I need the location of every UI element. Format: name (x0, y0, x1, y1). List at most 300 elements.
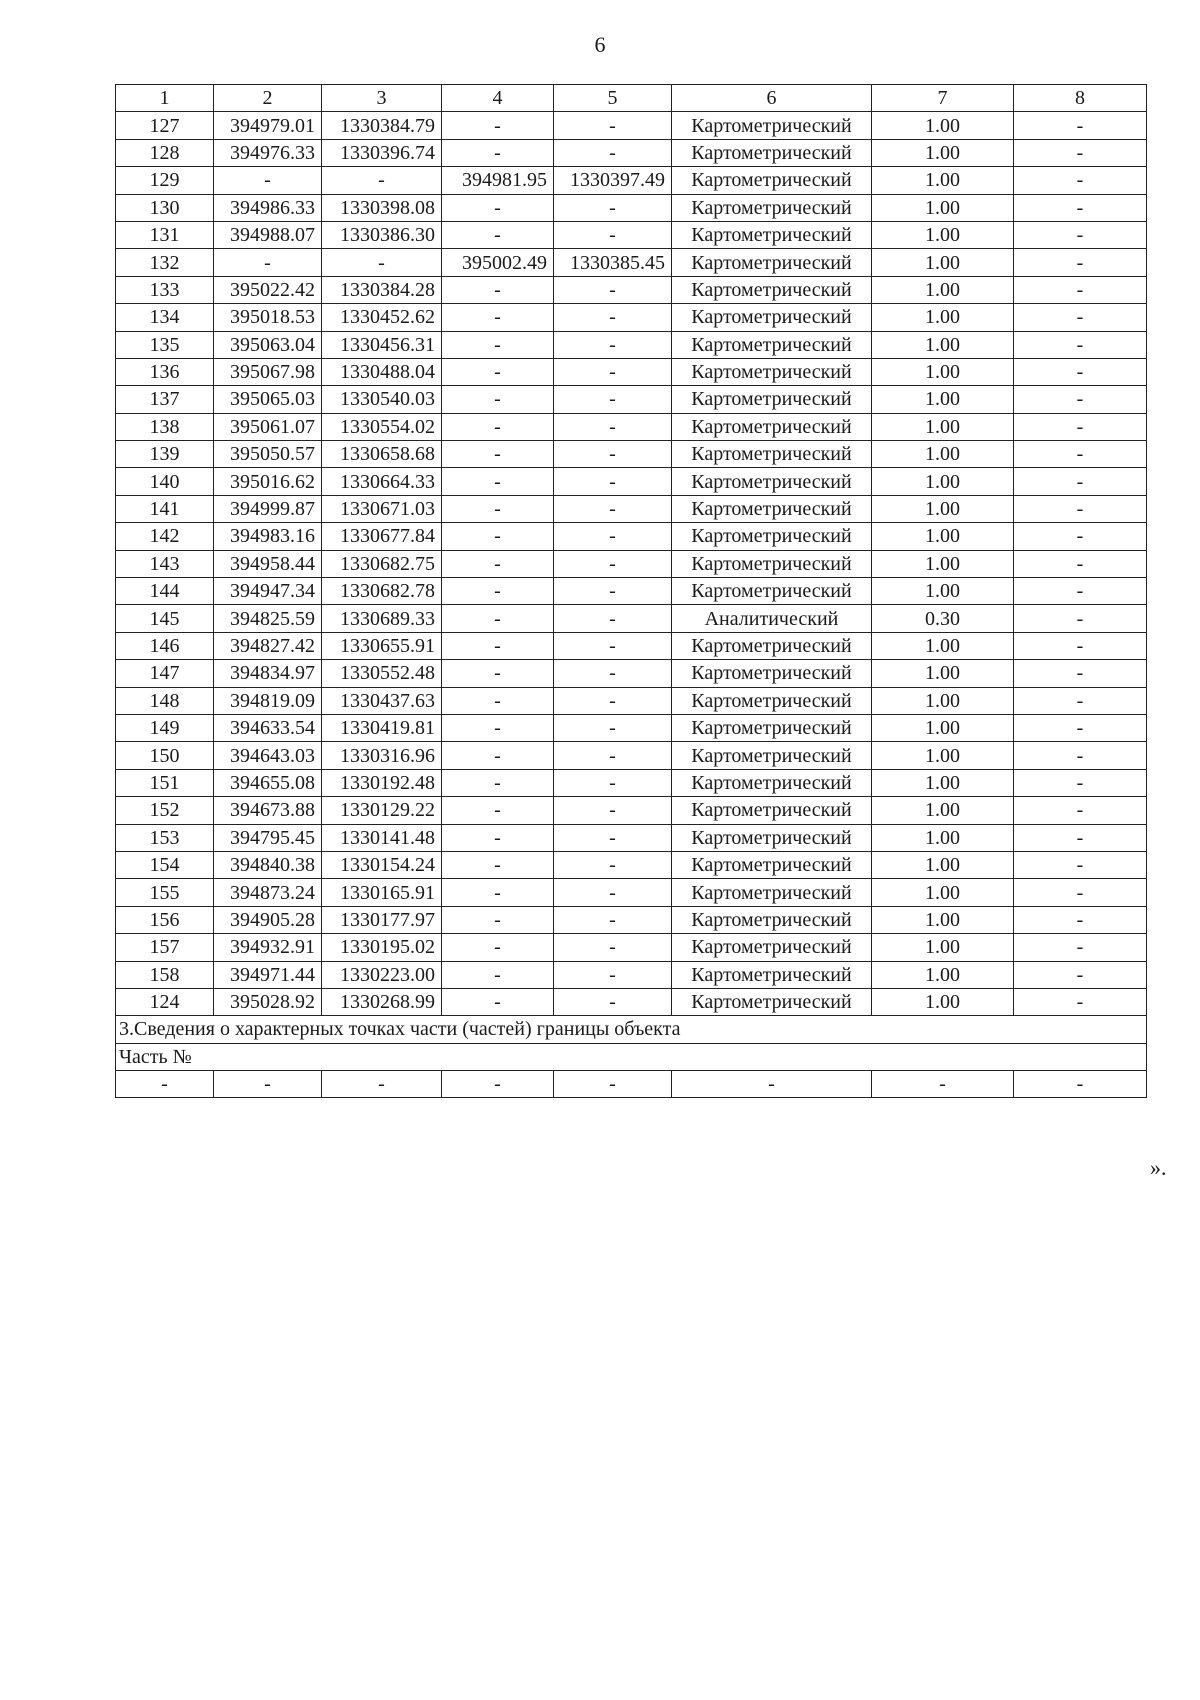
table-row (116, 742, 1147, 769)
table-cell-col-7: 0.30 (872, 605, 1014, 632)
table-cell-col-5: - (554, 112, 672, 139)
table-cell-col-4: - (442, 221, 554, 248)
table-cell-col-8: - (1014, 221, 1147, 248)
table-cell-col-1: 149 (116, 714, 214, 741)
table-cell-col-1: 155 (116, 879, 214, 906)
table-cell-col-4: - (442, 358, 554, 385)
table-cell-col-3: 1330658.68 (322, 441, 442, 468)
table-cell-col-1: 154 (116, 851, 214, 878)
table-cell-col-1: 141 (116, 495, 214, 522)
table-cell-col-2: 394958.44 (214, 550, 322, 577)
table-cell-col-6: Картометрический (672, 358, 872, 385)
table-cell-col-3: 1330540.03 (322, 386, 442, 413)
table-cell-col-4: - (442, 605, 554, 632)
table-cell-col-7: 1.00 (872, 879, 1014, 906)
table-cell-col-5: - (554, 769, 672, 796)
coordinates-table-container (115, 84, 1146, 1098)
table-cell-col-8: - (1014, 988, 1147, 1015)
table-cell-col-4: 4 (442, 85, 554, 112)
table-cell-col-6: Картометрический (672, 988, 872, 1015)
table-cell-col-1: 146 (116, 632, 214, 659)
table-cell-col-5: - (554, 714, 672, 741)
table-cell-col-5: - (554, 413, 672, 440)
table-cell-col-5: - (554, 358, 672, 385)
table-cell-col-7: 1.00 (872, 358, 1014, 385)
table-cell-col-8: - (1014, 139, 1147, 166)
table-cell-col-7: 1.00 (872, 331, 1014, 358)
table-cell-col-8: - (1014, 550, 1147, 577)
table-cell-col-5: - (554, 879, 672, 906)
table-cell-col-2: 394986.33 (214, 194, 322, 221)
table-cell-col-5: - (554, 304, 672, 331)
table-cell-col-3: - (322, 249, 442, 276)
table-row (116, 112, 1147, 139)
table-cell-col-7: 1.00 (872, 304, 1014, 331)
table-cell-col-3: 1330689.33 (322, 605, 442, 632)
table-cell-col-8: - (1014, 934, 1147, 961)
table-cell-col-1: 124 (116, 988, 214, 1015)
table-cell-col-4: - (442, 934, 554, 961)
table-cell-col-6: Картометрический (672, 687, 872, 714)
table-cell-col-2: 394819.09 (214, 687, 322, 714)
table-row (116, 660, 1147, 687)
table-cell-col-8: - (1014, 1071, 1147, 1098)
table-row (116, 523, 1147, 550)
table-cell-col-8: - (1014, 824, 1147, 851)
table-cell-col-1: 150 (116, 742, 214, 769)
table-cell-col-3: 1330682.78 (322, 578, 442, 605)
table-row (116, 687, 1147, 714)
table-cell-col-8: - (1014, 249, 1147, 276)
table-cell-col-2: 394827.42 (214, 632, 322, 659)
table-cell-col-2: 394643.03 (214, 742, 322, 769)
table-cell-col-2: 394873.24 (214, 879, 322, 906)
table-cell-col-4: 395002.49 (442, 249, 554, 276)
table-cell-col-5: - (554, 495, 672, 522)
table-cell-col-2: 394976.33 (214, 139, 322, 166)
table-row (116, 276, 1147, 303)
table-cell-col-1: 142 (116, 523, 214, 550)
table-cell-col-7: 1.00 (872, 742, 1014, 769)
section-title: 3.Сведения о характерных точках части (частей) границы объекта (116, 1016, 1147, 1043)
table-cell-col-3: 1330671.03 (322, 495, 442, 522)
table-cell-col-1: 157 (116, 934, 214, 961)
table-cell-col-4: - (442, 797, 554, 824)
table-cell-col-8: - (1014, 605, 1147, 632)
table-cell-col-2: 395063.04 (214, 331, 322, 358)
table-cell-col-4: - (442, 304, 554, 331)
table-cell-col-4: - (442, 523, 554, 550)
table-row (116, 413, 1147, 440)
table-cell-col-2: 394988.07 (214, 221, 322, 248)
table-cell-col-5: - (554, 221, 672, 248)
table-cell-col-6: Картометрический (672, 495, 872, 522)
table-row (116, 167, 1147, 194)
table-cell-col-5: - (554, 988, 672, 1015)
table-cell-col-7: 7 (872, 85, 1014, 112)
part-label: Часть № (116, 1043, 1147, 1070)
table-cell-col-4: - (442, 714, 554, 741)
table-cell-col-3: 1330419.81 (322, 714, 442, 741)
table-cell-col-8: - (1014, 879, 1147, 906)
table-cell-col-6: Аналитический (672, 605, 872, 632)
table-cell-col-1: 137 (116, 386, 214, 413)
table-cell-col-3: 1330141.48 (322, 824, 442, 851)
table-cell-col-7: 1.00 (872, 194, 1014, 221)
table-cell-col-3: 1330268.99 (322, 988, 442, 1015)
table-cell-col-5: - (554, 605, 672, 632)
table-cell-col-1: 152 (116, 797, 214, 824)
table-header-row (116, 85, 1147, 112)
table-cell-col-7: 1.00 (872, 687, 1014, 714)
table-cell-col-6: Картометрический (672, 441, 872, 468)
table-cell-col-4: - (442, 632, 554, 659)
table-row (116, 495, 1147, 522)
table-cell-col-8: - (1014, 468, 1147, 495)
table-cell-col-5: - (554, 961, 672, 988)
table-cell-col-3: 1330452.62 (322, 304, 442, 331)
table-cell-col-6: Картометрический (672, 906, 872, 933)
table-cell-col-1: 135 (116, 331, 214, 358)
table-cell-col-7: 1.00 (872, 550, 1014, 577)
table-cell-col-8: - (1014, 851, 1147, 878)
table-cell-col-8: - (1014, 304, 1147, 331)
table-cell-col-7: 1.00 (872, 851, 1014, 878)
table-row (116, 769, 1147, 796)
table-cell-col-3: 1330398.08 (322, 194, 442, 221)
table-cell-col-1: 147 (116, 660, 214, 687)
table-cell-col-5: - (554, 550, 672, 577)
table-cell-col-8: - (1014, 358, 1147, 385)
table-row (116, 139, 1147, 166)
table-cell-col-7: 1.00 (872, 112, 1014, 139)
table-cell-col-3: - (322, 1071, 442, 1098)
table-cell-col-6: Картометрический (672, 194, 872, 221)
table-cell-col-1: 134 (116, 304, 214, 331)
table-cell-col-1: 144 (116, 578, 214, 605)
table-cell-col-7: 1.00 (872, 769, 1014, 796)
table-cell-col-8: - (1014, 906, 1147, 933)
table-cell-col-4: - (442, 550, 554, 577)
table-cell-col-4: - (442, 578, 554, 605)
table-cell-col-2: 394932.91 (214, 934, 322, 961)
table-cell-col-3: 1330677.84 (322, 523, 442, 550)
table-cell-col-8: - (1014, 331, 1147, 358)
table-cell-col-4: - (442, 386, 554, 413)
table-cell-col-3: 1330554.02 (322, 413, 442, 440)
table-row (116, 468, 1147, 495)
table-cell-col-1: 132 (116, 249, 214, 276)
table-cell-col-3: 1330192.48 (322, 769, 442, 796)
table-cell-col-1: 136 (116, 358, 214, 385)
table-row (116, 605, 1147, 632)
table-row (116, 988, 1147, 1015)
table-row (116, 331, 1147, 358)
table-cell-col-6: 6 (672, 85, 872, 112)
table-cell-col-8: - (1014, 687, 1147, 714)
table-cell-col-5: - (554, 386, 672, 413)
table-cell-col-8: - (1014, 660, 1147, 687)
table-cell-col-4: - (442, 687, 554, 714)
table-cell-col-6: Картометрический (672, 221, 872, 248)
closing-quote-mark: ». (1150, 1155, 1167, 1180)
table-cell-col-3: 1330655.91 (322, 632, 442, 659)
table-cell-col-2: 394840.38 (214, 851, 322, 878)
table-cell-col-8: - (1014, 769, 1147, 796)
coordinates-table (115, 84, 1147, 1098)
table-cell-col-3: 1330384.28 (322, 276, 442, 303)
table-cell-col-5: - (554, 906, 672, 933)
table-cell-col-8: - (1014, 441, 1147, 468)
table-cell-col-2: - (214, 249, 322, 276)
table-cell-col-8: - (1014, 112, 1147, 139)
table-cell-col-6: Картометрический (672, 386, 872, 413)
table-cell-col-3: 1330177.97 (322, 906, 442, 933)
table-cell-col-8: 8 (1014, 85, 1147, 112)
table-cell-col-5: - (554, 687, 672, 714)
table-cell-col-5: 1330385.45 (554, 249, 672, 276)
table-cell-col-7: 1.00 (872, 468, 1014, 495)
table-cell-col-1: - (116, 1071, 214, 1098)
table-cell-col-4: - (442, 906, 554, 933)
table-cell-col-7: 1.00 (872, 660, 1014, 687)
table-cell-col-6: Картометрический (672, 578, 872, 605)
table-cell-col-5: - (554, 468, 672, 495)
table-cell-col-4: - (442, 824, 554, 851)
table-cell-col-2: 394655.08 (214, 769, 322, 796)
table-cell-col-4: 394981.95 (442, 167, 554, 194)
table-cell-col-2: 2 (214, 85, 322, 112)
table-cell-col-6: Картометрический (672, 934, 872, 961)
table-cell-col-3: 1330316.96 (322, 742, 442, 769)
table-row (116, 358, 1147, 385)
table-cell-col-8: - (1014, 714, 1147, 741)
table-cell-col-4: - (442, 468, 554, 495)
table-cell-col-4: - (442, 988, 554, 1015)
table-cell-col-1: 139 (116, 441, 214, 468)
table-cell-col-7: 1.00 (872, 276, 1014, 303)
table-cell-col-2: - (214, 1071, 322, 1098)
table-cell-col-5: - (554, 331, 672, 358)
table-cell-col-7: 1.00 (872, 441, 1014, 468)
table-cell-col-4: - (442, 879, 554, 906)
table-row (116, 578, 1147, 605)
table-cell-col-3: 3 (322, 85, 442, 112)
table-row (116, 632, 1147, 659)
table-cell-col-7: 1.00 (872, 961, 1014, 988)
table-cell-col-1: 133 (116, 276, 214, 303)
table-cell-col-8: - (1014, 276, 1147, 303)
table-cell-col-6: Картометрический (672, 742, 872, 769)
table-cell-col-1: 156 (116, 906, 214, 933)
table-cell-col-2: 395061.07 (214, 413, 322, 440)
table-cell-col-1: 138 (116, 413, 214, 440)
table-cell-col-7: 1.00 (872, 139, 1014, 166)
table-cell-col-2: 394999.87 (214, 495, 322, 522)
table-cell-col-4: - (442, 194, 554, 221)
table-cell-col-7: 1.00 (872, 167, 1014, 194)
table-cell-col-6: Картометрический (672, 550, 872, 577)
table-row (116, 221, 1147, 248)
table-row (116, 879, 1147, 906)
table-row (116, 304, 1147, 331)
table-cell-col-1: 148 (116, 687, 214, 714)
table-row (116, 550, 1147, 577)
table-row (116, 906, 1147, 933)
table-cell-col-6: Картометрический (672, 112, 872, 139)
table-cell-col-6: Картометрический (672, 824, 872, 851)
table-cell-col-3: 1330552.48 (322, 660, 442, 687)
table-cell-col-5: - (554, 797, 672, 824)
table-cell-col-6: Картометрический (672, 167, 872, 194)
table-cell-col-2: 394633.54 (214, 714, 322, 741)
table-cell-col-6: - (672, 1071, 872, 1098)
table-cell-col-6: Картометрический (672, 879, 872, 906)
table-cell-col-5: - (554, 139, 672, 166)
table-cell-col-3: 1330437.63 (322, 687, 442, 714)
table-cell-col-4: - (442, 742, 554, 769)
table-cell-col-1: 131 (116, 221, 214, 248)
table-cell-col-4: - (442, 139, 554, 166)
table-cell-col-3: 1330223.00 (322, 961, 442, 988)
table-cell-col-6: Картометрический (672, 632, 872, 659)
table-row (116, 714, 1147, 741)
table-cell-col-6: Картометрический (672, 523, 872, 550)
table-cell-col-8: - (1014, 578, 1147, 605)
table-cell-col-6: Картометрический (672, 249, 872, 276)
table-cell-col-6: Картометрический (672, 304, 872, 331)
table-cell-col-5: - (554, 578, 672, 605)
table-cell-col-4: - (442, 441, 554, 468)
table-cell-col-4: - (442, 331, 554, 358)
table-cell-col-1: 153 (116, 824, 214, 851)
table-cell-col-7: 1.00 (872, 988, 1014, 1015)
table-cell-col-7: 1.00 (872, 249, 1014, 276)
table-cell-col-6: Картометрический (672, 769, 872, 796)
table-body (116, 85, 1147, 1098)
table-cell-col-2: 395018.53 (214, 304, 322, 331)
table-cell-col-7: 1.00 (872, 523, 1014, 550)
table-cell-col-7: 1.00 (872, 221, 1014, 248)
table-cell-col-3: 1330154.24 (322, 851, 442, 878)
table-cell-col-7: 1.00 (872, 413, 1014, 440)
table-cell-col-6: Картометрический (672, 468, 872, 495)
table-cell-col-5: - (554, 632, 672, 659)
table-cell-col-7: 1.00 (872, 578, 1014, 605)
table-cell-col-5: - (554, 851, 672, 878)
table-cell-col-2: 395065.03 (214, 386, 322, 413)
table-cell-col-8: - (1014, 797, 1147, 824)
table-cell-col-6: Картометрический (672, 660, 872, 687)
table-cell-col-3: 1330456.31 (322, 331, 442, 358)
section-title-row (116, 1016, 1147, 1043)
table-cell-col-4: - (442, 495, 554, 522)
table-cell-col-3: 1330129.22 (322, 797, 442, 824)
table-cell-col-5: - (554, 742, 672, 769)
table-cell-col-2: 394971.44 (214, 961, 322, 988)
table-cell-col-7: 1.00 (872, 386, 1014, 413)
table-row (116, 824, 1147, 851)
table-cell-col-2: 395067.98 (214, 358, 322, 385)
table-cell-col-2: 395016.62 (214, 468, 322, 495)
table-cell-col-7: 1.00 (872, 632, 1014, 659)
table-cell-col-1: 143 (116, 550, 214, 577)
table-cell-col-5: - (554, 523, 672, 550)
table-cell-col-5: - (554, 660, 672, 687)
table-row (116, 249, 1147, 276)
table-cell-col-4: - (442, 276, 554, 303)
table-cell-col-3: 1330384.79 (322, 112, 442, 139)
table-cell-col-5: - (554, 441, 672, 468)
table-cell-col-2: 395050.57 (214, 441, 322, 468)
table-cell-col-4: - (442, 851, 554, 878)
table-cell-col-8: - (1014, 386, 1147, 413)
part-label-row (116, 1043, 1147, 1070)
table-cell-col-3: 1330195.02 (322, 934, 442, 961)
table-cell-col-8: - (1014, 194, 1147, 221)
table-cell-col-7: 1.00 (872, 906, 1014, 933)
table-row (116, 194, 1147, 221)
table-cell-col-7: 1.00 (872, 824, 1014, 851)
page-number: 6 (594, 32, 606, 57)
table-row (116, 797, 1147, 824)
table-cell-col-5: - (554, 934, 672, 961)
table-cell-col-6: Картометрический (672, 714, 872, 741)
table-cell-col-7: 1.00 (872, 797, 1014, 824)
table-cell-col-6: Картометрический (672, 331, 872, 358)
table-cell-col-1: 127 (116, 112, 214, 139)
table-cell-col-2: 395022.42 (214, 276, 322, 303)
table-cell-col-2: 394795.45 (214, 824, 322, 851)
table-cell-col-6: Картометрический (672, 797, 872, 824)
table-cell-col-3: - (322, 167, 442, 194)
table-row (116, 386, 1147, 413)
table-cell-col-2: 394983.16 (214, 523, 322, 550)
table-cell-col-8: - (1014, 632, 1147, 659)
table-cell-col-6: Картометрический (672, 851, 872, 878)
table-cell-col-2: 394825.59 (214, 605, 322, 632)
table-row (116, 961, 1147, 988)
table-cell-col-5: - (554, 194, 672, 221)
table-cell-col-6: Картометрический (672, 413, 872, 440)
table-cell-col-3: 1330386.30 (322, 221, 442, 248)
table-cell-col-1: 130 (116, 194, 214, 221)
table-cell-col-3: 1330664.33 (322, 468, 442, 495)
table-cell-col-2: 394905.28 (214, 906, 322, 933)
table-cell-col-3: 1330682.75 (322, 550, 442, 577)
table-cell-col-1: 129 (116, 167, 214, 194)
table-cell-col-7: - (872, 1071, 1014, 1098)
table-cell-col-1: 151 (116, 769, 214, 796)
table-cell-col-8: - (1014, 167, 1147, 194)
table-cell-col-4: - (442, 769, 554, 796)
table-row (116, 441, 1147, 468)
table-cell-col-2: 394947.34 (214, 578, 322, 605)
table-cell-col-5: 1330397.49 (554, 167, 672, 194)
table-cell-col-6: Картометрический (672, 276, 872, 303)
table-cell-col-1: 128 (116, 139, 214, 166)
table-cell-col-8: - (1014, 961, 1147, 988)
table-row (116, 934, 1147, 961)
table-row (116, 851, 1147, 878)
table-cell-col-5: - (554, 276, 672, 303)
table-cell-col-8: - (1014, 413, 1147, 440)
table-cell-col-4: - (442, 660, 554, 687)
table-cell-col-5: - (554, 824, 672, 851)
table-cell-col-7: 1.00 (872, 934, 1014, 961)
table-cell-col-1: 145 (116, 605, 214, 632)
table-cell-col-8: - (1014, 495, 1147, 522)
